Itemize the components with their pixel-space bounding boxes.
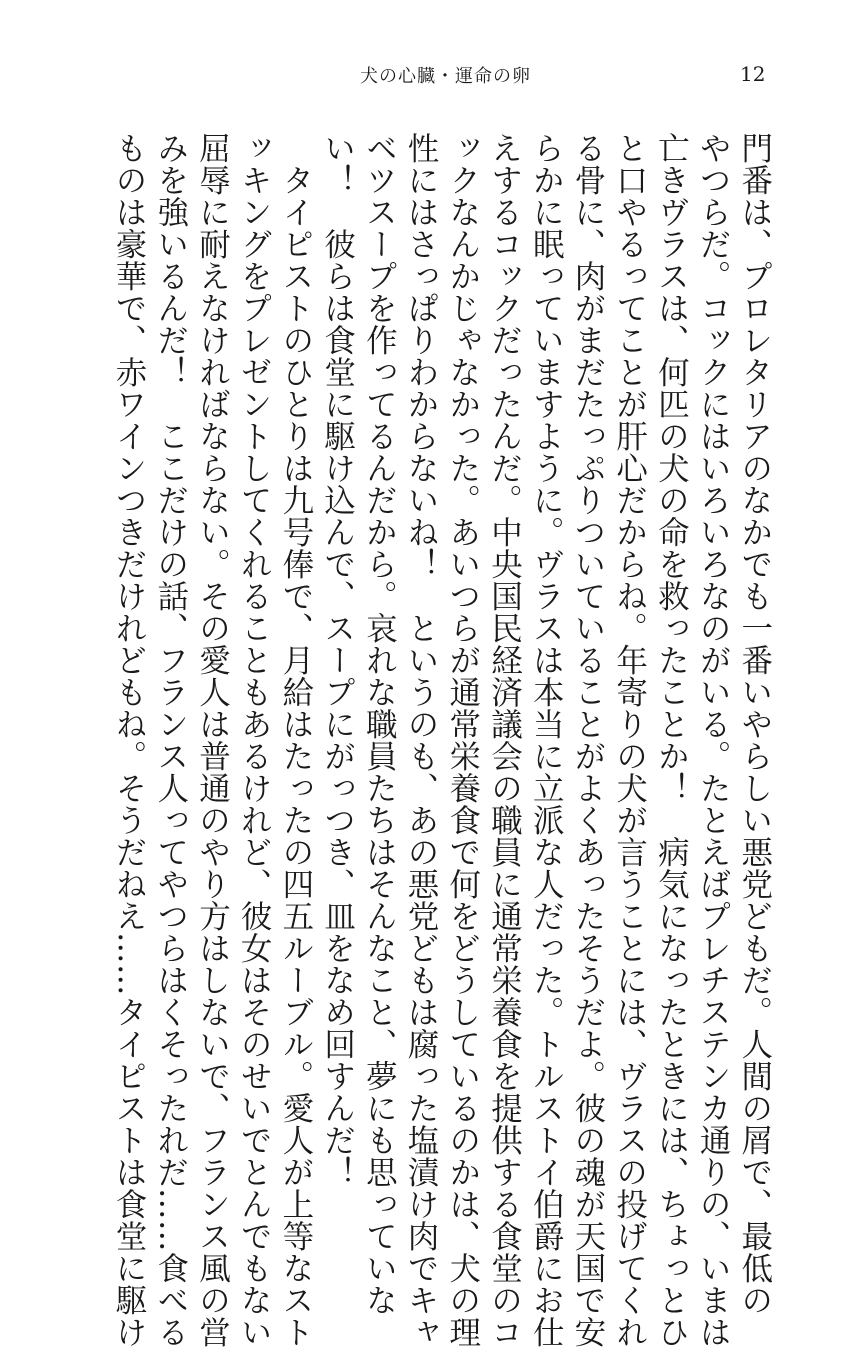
text-line: ッキングをプレゼントしてくれることもあるけれど、彼女はそのせいでとんでもない <box>236 132 273 1348</box>
text-line: 屈辱に耐えなければならない。その愛人は普通のやり方はしないで、フランス風の営 <box>194 132 231 1348</box>
text-line: らかに眠っていますように。ヴラスは本当に立派な人だった。トルストイ伯爵にお仕 <box>528 132 565 1348</box>
running-header <box>0 62 841 92</box>
vertical-text-body <box>110 132 773 1348</box>
text-line: い！ 彼らは食堂に駆け込んで、スープにがっつき、皿をなめ回すんだ！ <box>319 132 356 1188</box>
text-line: タイピストのひとりは九号俸で、月給はたったの四五ルーブル。愛人が上等なスト <box>277 132 314 1348</box>
text-line: 亡きヴラスは、何匹の犬の命を救ったことか！ 病気になったときには、ちょっとひ <box>653 132 690 1348</box>
text-line: 性にはさっぱりわからないね！ というのも、あの悪党どもは腐った塩漬け肉でキャ <box>403 132 440 1348</box>
text-line: えするコックだったんだ。中央国民経済議会の職員に通常栄養食を提供する食堂のコ <box>486 132 523 1348</box>
page-number: 12 <box>740 62 766 86</box>
text-line: ベツスープを作ってるんだから。哀れな職員たちはそんなこと、夢にも思っていな <box>361 132 398 1316</box>
running-title: 犬の心臓・運命の卵 <box>360 66 531 87</box>
text-line: ックなんかじゃなかった。あいつらが通常栄養食で何をどうしているのかは、犬の理 <box>444 132 481 1348</box>
text-line: る骨に、肉がまだたっぷりついていることがよくあったそうだよ。彼の魂が天国で安 <box>569 132 606 1348</box>
text-line: やつらだ。コックにはいろいろなのがいる。たとえばプレチステンカ通りの、いまは <box>695 132 732 1348</box>
text-line: 門番は、プロレタリアのなかでも一番いやらしい悪党どもだ。人間の屑で、最低の <box>736 132 773 1316</box>
text-line: と口やるってことが肝心だからね。年寄りの犬が言うことには、ヴラスの投げてくれ <box>611 132 648 1348</box>
text-line: みを強いるんだ！ ここだけの話、フランス人ってやつらはくそったれだ……食べる <box>152 132 189 1348</box>
text-line: ものは豪華で、赤ワインつきだけれどもね。そうだねえ……タイピストは食堂に駆け <box>111 132 147 1348</box>
